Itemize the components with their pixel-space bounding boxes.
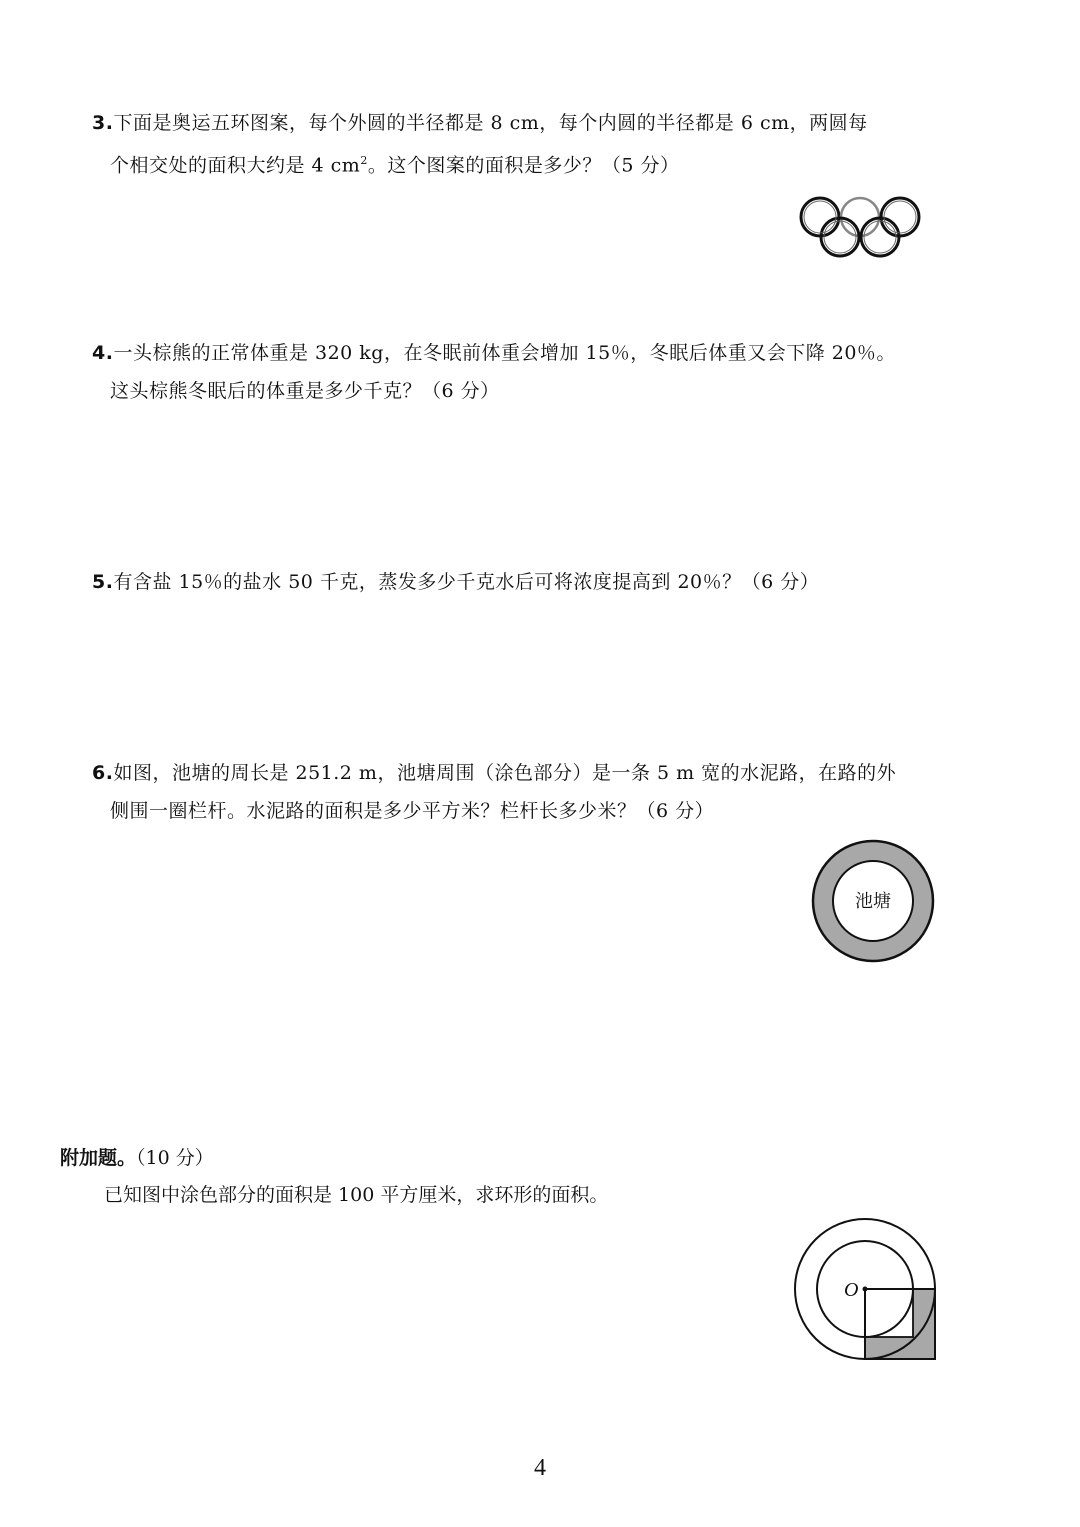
ring-top-middle bbox=[841, 198, 879, 236]
question-number: 3. bbox=[92, 112, 114, 134]
center-label: O bbox=[844, 1279, 859, 1301]
center-point bbox=[863, 1287, 868, 1292]
superscript: 2 bbox=[360, 154, 368, 167]
ring-top-left bbox=[801, 198, 839, 236]
question-number: 4. bbox=[92, 342, 114, 364]
question-text: 一头棕熊的正常体重是 320 kg，在冬眠前体重会增加 15％，冬眠后体重又会下降 20％。 bbox=[113, 342, 896, 364]
olympic-rings-figure bbox=[790, 190, 930, 270]
question-3-line1 bbox=[92, 104, 972, 142]
question-6 bbox=[92, 754, 972, 830]
question-4-line2: 这头棕熊冬眠后的体重是多少千克？（6 分） bbox=[110, 380, 500, 402]
question-text: 。这个图案的面积是多少？（5 分） bbox=[367, 154, 680, 177]
question-5 bbox=[92, 563, 972, 601]
question-text: 如图，池塘的周长是 251.2 m，池塘周围（涂色部分）是一条 5 m 宽的水泥路，在路的外 bbox=[113, 762, 897, 784]
ring-top-right bbox=[881, 198, 919, 236]
question-6-line1 bbox=[92, 754, 972, 792]
bonus-points: （10 分） bbox=[136, 1147, 214, 1169]
page-number: 4 bbox=[534, 1455, 546, 1481]
question-text: 有含盐 15％的盐水 50 千克，蒸发多少千克水后可将浓度提高到 20％？（6 分） bbox=[113, 571, 820, 593]
question-3 bbox=[92, 104, 972, 184]
question-text: 个相交处的面积大约是 4 cm bbox=[110, 154, 361, 177]
bonus-title bbox=[60, 1139, 214, 1177]
pond-label: 池塘 bbox=[855, 891, 891, 912]
question-3-line2 bbox=[92, 142, 972, 184]
pond-figure bbox=[810, 838, 936, 964]
question-number: 6. bbox=[92, 762, 114, 784]
bonus-heading: 附加题。 bbox=[60, 1147, 137, 1169]
bonus-question-text: 已知图中涂色部分的面积是 100 平方厘米，求环形的面积。 bbox=[104, 1184, 609, 1206]
ring-bottom-left bbox=[821, 218, 859, 256]
ring-bottom-right bbox=[861, 218, 899, 256]
question-6-line2: 侧围一圈栏杆。水泥路的面积是多少平方米？栏杆长多少米？（6 分） bbox=[110, 800, 715, 822]
annulus-figure bbox=[790, 1212, 940, 1362]
question-5-line1 bbox=[92, 563, 972, 601]
question-4-line1 bbox=[92, 334, 972, 372]
question-text: 下面是奥运五环图案，每个外圆的半径都是 8 cm，每个内圆的半径都是 6 cm，两圆每 bbox=[113, 112, 868, 134]
question-number: 5. bbox=[92, 571, 114, 593]
question-4 bbox=[92, 334, 972, 410]
